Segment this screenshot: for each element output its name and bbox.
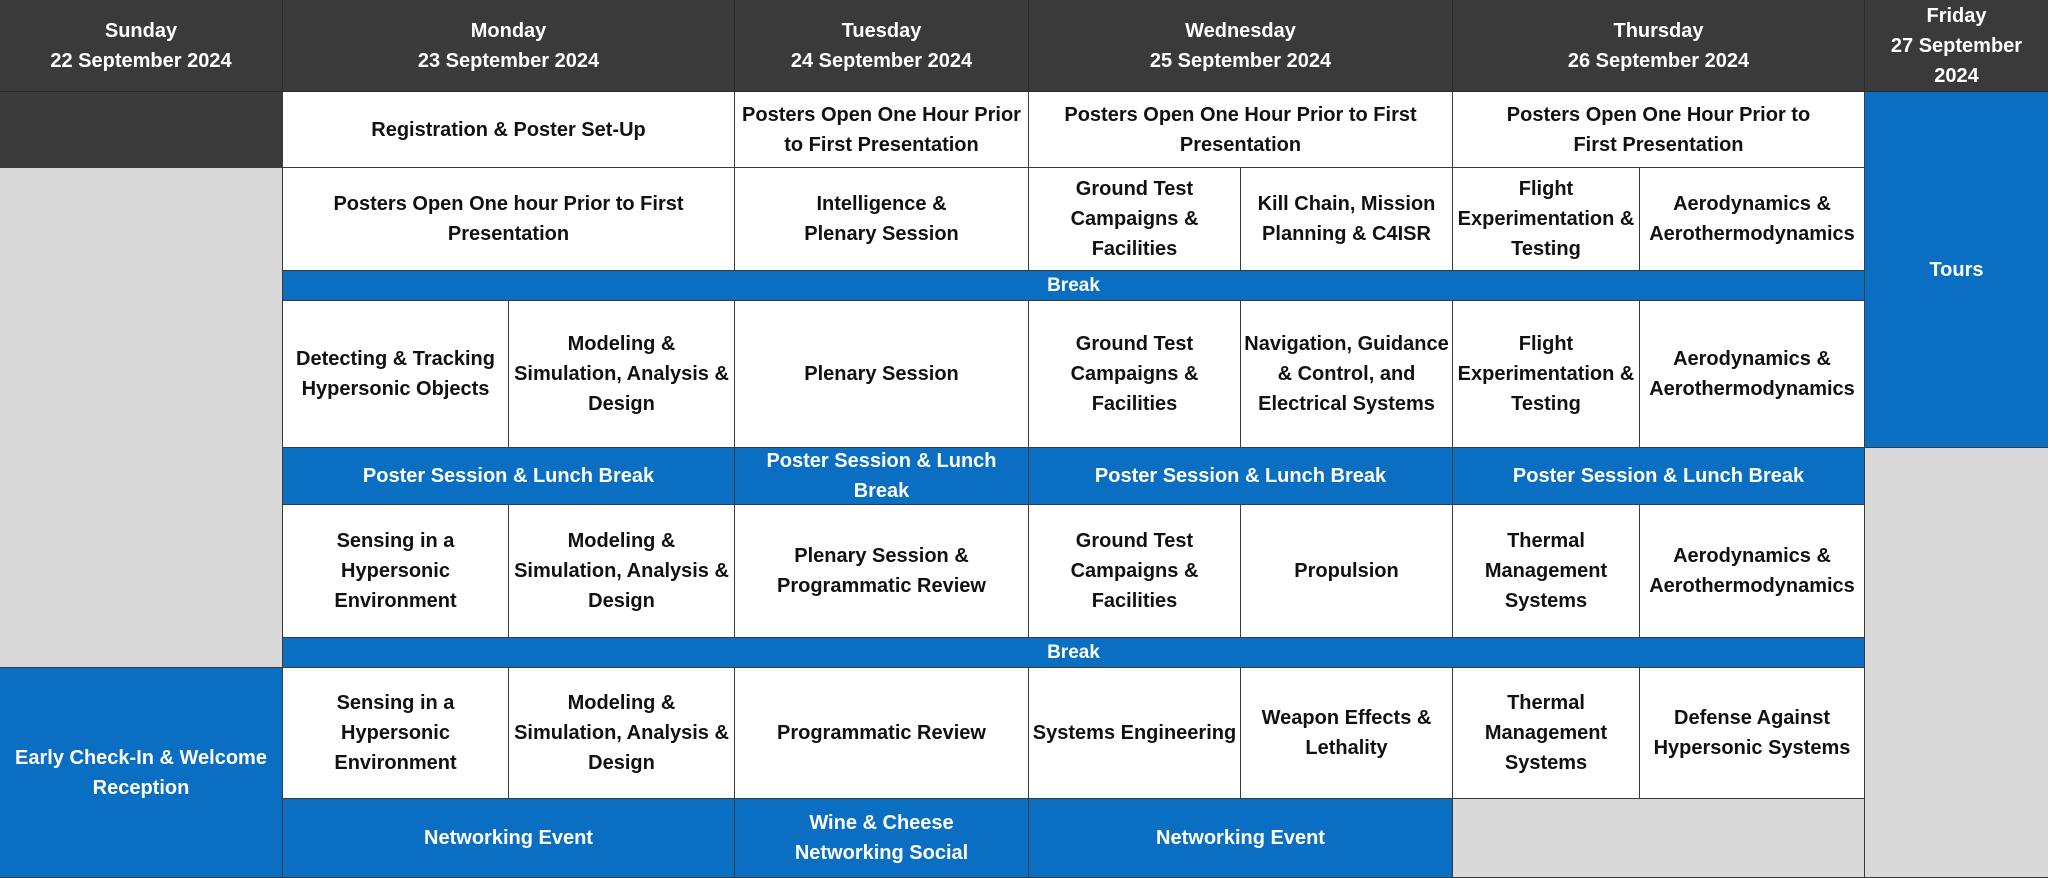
thu-posters-open: Posters Open One Hour Prior to First Presentation [1453, 92, 1865, 168]
wed-systems-eng: Systems Engineering [1029, 668, 1241, 799]
thu-aero-2: Aerodynamics & Aerothermodynamics [1640, 301, 1865, 448]
header-date: 23 September 2024 [417, 49, 600, 72]
wed-posters-open: Posters Open One Hour Prior to First Presentation [1029, 92, 1453, 168]
tue-programmatic: Programmatic Review [735, 668, 1029, 799]
header-wednesday [1029, 0, 1453, 92]
thu-defense: Defense Against Hypersonic Systems [1640, 668, 1865, 799]
header-day: Friday [1926, 4, 1987, 27]
lunch-tuesday: Poster Session & Lunch Break [735, 448, 1029, 505]
fri-tours: Tours [1865, 92, 2048, 448]
thu-aero-1: Aerodynamics & Aerothermodynamics [1640, 168, 1865, 271]
header-day: Thursday [1613, 19, 1704, 42]
mon-modeling-1: Modeling & Simulation, Analysis & Design [509, 301, 735, 448]
lunch-thursday: Poster Session & Lunch Break [1453, 448, 1865, 505]
header-friday [1865, 0, 2048, 92]
header-date: 22 September 2024 [50, 49, 232, 72]
wed-kill-chain: Kill Chain, Mission Planning & C4ISR [1241, 168, 1453, 271]
lunch-monday: Poster Session & Lunch Break [283, 448, 735, 505]
thu-flight-2: Flight Experimentation & Testing [1453, 301, 1640, 448]
thu-thermal-2: Thermal Management Systems [1453, 668, 1640, 799]
thu-thermal-1: Thermal Management Systems [1453, 505, 1640, 638]
header-day: Monday [470, 19, 547, 42]
thursday-empty-grey [1453, 799, 1865, 878]
header-day: Tuesday [841, 19, 922, 42]
header-tuesday [735, 0, 1029, 92]
header-thursday [1453, 0, 1865, 92]
wed-ground-test-2: Ground Test Campaigns & Facilities [1029, 301, 1241, 448]
sunday-empty-dark [0, 92, 283, 168]
thu-flight-1: Flight Experimentation & Testing [1453, 168, 1640, 271]
mon-posters-open: Posters Open One hour Prior to First Presentation [283, 168, 735, 271]
lunch-wednesday: Poster Session & Lunch Break [1029, 448, 1453, 505]
header-day: Sunday [104, 19, 178, 42]
tue-wine-cheese: Wine & Cheese Networking Social [735, 799, 1029, 878]
friday-empty-grey [1865, 448, 2048, 878]
wed-ground-test-3: Ground Test Campaigns & Facilities [1029, 505, 1241, 638]
header-date: 26 September 2024 [1567, 49, 1750, 72]
header-date: 24 September 2024 [790, 49, 973, 72]
thu-aero-3: Aerodynamics & Aerothermodynamics [1640, 505, 1865, 638]
mon-modeling-2: Modeling & Simulation, Analysis & Design [509, 505, 735, 638]
wed-ground-test-1: Ground Test Campaigns & Facilities [1029, 168, 1241, 271]
sunday-empty-grey [0, 168, 283, 668]
wed-navigation: Navigation, Guidance & Control, and Electrical Systems [1241, 301, 1453, 448]
wed-networking: Networking Event [1029, 799, 1453, 878]
mon-networking: Networking Event [283, 799, 735, 878]
mon-modeling-3: Modeling & Simulation, Analysis & Design [509, 668, 735, 799]
mon-sensing-2: Sensing in a Hypersonic Environment [283, 668, 509, 799]
header-day: Wednesday [1185, 19, 1296, 42]
mon-registration: Registration & Poster Set-Up [283, 92, 735, 168]
break-bar-1: Break [283, 271, 1865, 301]
wed-propulsion: Propulsion [1241, 505, 1453, 638]
mon-detecting: Detecting & Tracking Hypersonic Objects [283, 301, 509, 448]
header-monday [283, 0, 735, 92]
header-date: 27 September 2024 [1890, 34, 2023, 87]
wed-weapon-effects: Weapon Effects & Lethality [1241, 668, 1453, 799]
break-bar-2: Break [283, 638, 1865, 668]
mon-sensing-1: Sensing in a Hypersonic Environment [283, 505, 509, 638]
sun-checkin: Early Check-In & Welcome Reception [0, 668, 283, 878]
header-sunday [0, 0, 283, 92]
tue-posters-open: Posters Open One Hour Prior to First Presentation [735, 92, 1029, 168]
tue-plenary: Plenary Session [735, 301, 1029, 448]
header-date: 25 September 2024 [1149, 49, 1332, 72]
tue-intelligence: Intelligence & Plenary Session [735, 168, 1029, 271]
tue-plenary-review: Plenary Session & Programmatic Review [735, 505, 1029, 638]
